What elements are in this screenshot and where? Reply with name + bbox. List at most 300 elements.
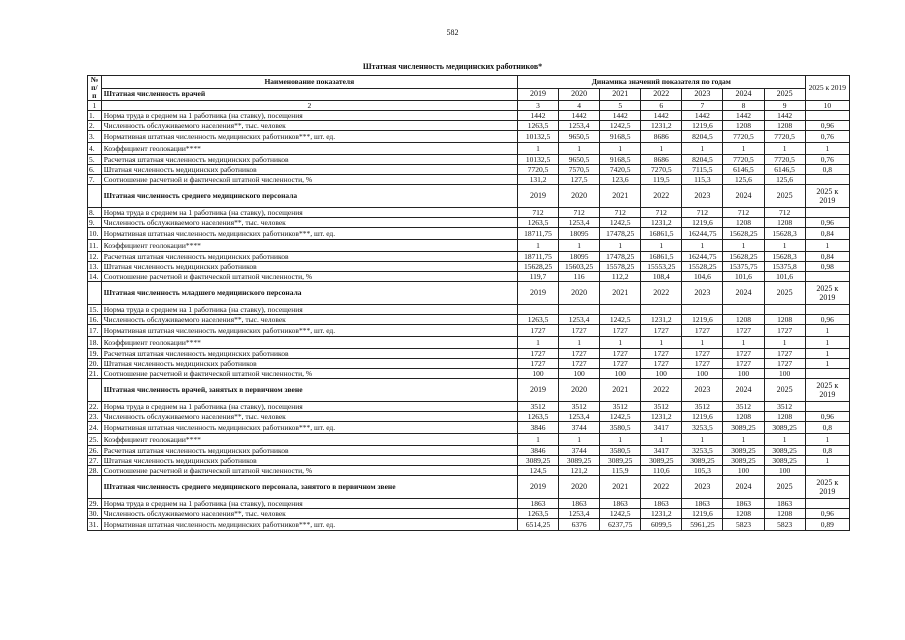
value-cell: 0,76 [805,131,849,143]
row-number-blank [88,379,102,402]
column-number: 10 [805,101,849,111]
ratio-header: 2025 к 2019 [805,282,849,305]
value-cell: 1 [805,143,849,155]
value-cell: 5823 [764,519,805,531]
row-number: 10. [88,228,102,240]
value-cell: 1442 [723,111,764,121]
value-cell: 10132,5 [517,131,558,143]
row-number-blank [88,476,102,499]
value-cell: 1863 [517,499,558,509]
year-header: 2025 [764,476,805,499]
value-cell [559,305,600,315]
row-number: 8. [88,208,102,218]
value-cell: 8204,5 [682,131,723,143]
indicator-name: Штатная численность медицинских работников [101,456,517,466]
value-cell: 3253,5 [682,446,723,456]
indicator-name: Нормативная штатная численность медицинских работников***, шт. ед. [101,228,517,240]
table-row [88,369,850,379]
value-cell: 3512 [600,402,641,412]
value-cell: 15628,25 [723,228,764,240]
header-row [88,76,850,89]
value-cell: 1727 [682,325,723,337]
indicator-name: Соотношение расчетной и фактической штатной численности, % [101,369,517,379]
value-cell: 100 [682,369,723,379]
value-cell: 115,9 [600,466,641,476]
table-row [88,165,850,175]
value-cell [600,305,641,315]
value-cell: 0,76 [805,155,849,165]
value-cell: 9650,5 [559,155,600,165]
table-row [88,131,850,143]
row-number: 29. [88,499,102,509]
ratio-header: 2025 к 2019 [805,476,849,499]
value-cell: 8686 [641,131,682,143]
indicator-name: Норма труда в среднем на 1 работника (на ставку), посещения [101,208,517,218]
value-cell: 1 [517,240,558,252]
value-cell: 3580,5 [600,422,641,434]
value-cell: 1219,6 [682,121,723,131]
year-header: 2022 [641,88,682,101]
value-cell: 18095 [559,228,600,240]
value-cell: 1 [805,456,849,466]
value-cell: 0,8 [805,165,849,175]
value-cell: 3253,5 [682,422,723,434]
row-number-blank [88,282,102,305]
section-title: Штатная численность среднего медицинского персонала [101,185,517,208]
row-number: 15. [88,305,102,315]
value-cell: 104,6 [682,272,723,282]
value-cell: 1442 [764,111,805,121]
value-cell: 15628,3 [764,252,805,262]
year-header: 2025 [764,282,805,305]
row-number: 14. [88,272,102,282]
indicator-name: Нормативная штатная численность медицинских работников***, шт. ед. [101,519,517,531]
indicator-name: Норма труда в среднем на 1 работника (на ставку), посещения [101,499,517,509]
value-cell: 1 [600,337,641,349]
value-cell: 3089,25 [723,422,764,434]
value-cell: 1 [805,359,849,369]
table-row [88,499,850,509]
indicator-name: Норма труда в среднем на 1 работника (на ставку), посещения [101,305,517,315]
table-row [88,218,850,228]
column-number: 3 [517,101,558,111]
table-row [88,240,850,252]
indicator-name: Численность обслуживаемого населения**, тыс. человек [101,315,517,325]
value-cell: 1 [641,143,682,155]
value-cell: 1863 [764,499,805,509]
row-number: 4. [88,143,102,155]
year-header: 2021 [600,476,641,499]
value-cell: 1263,5 [517,218,558,228]
value-cell: 1253,4 [559,509,600,519]
year-header: 2023 [682,476,723,499]
value-cell: 1242,5 [600,315,641,325]
value-cell: 125,6 [723,175,764,185]
value-cell: 1208 [723,412,764,422]
value-cell: 1263,5 [517,509,558,519]
indicator-name: Расчетная штатная численность медицинских работников [101,155,517,165]
row-number: 20. [88,359,102,369]
value-cell: 1 [600,434,641,446]
column-number: 9 [764,101,805,111]
value-cell: 9168,5 [600,155,641,165]
value-cell [805,305,849,315]
value-cell: 1442 [517,111,558,121]
row-number: 3. [88,131,102,143]
column-number: 2 [101,101,517,111]
value-cell: 5961,25 [682,519,723,531]
staffing-table [87,75,850,531]
value-cell: 1242,5 [600,218,641,228]
value-cell: 1 [682,337,723,349]
value-cell: 100 [517,369,558,379]
value-cell: 9168,5 [600,131,641,143]
table-row [88,456,850,466]
value-cell: 1 [805,434,849,446]
value-cell: 3846 [517,446,558,456]
row-number: 18. [88,337,102,349]
value-cell: 1 [559,337,600,349]
header-name: Наименование показателя [101,76,517,89]
value-cell: 17478,25 [600,228,641,240]
year-header: 2021 [600,88,641,101]
value-cell: 16244,75 [682,252,723,262]
value-cell: 1 [723,240,764,252]
value-cell: 1 [805,337,849,349]
year-header: 2023 [682,185,723,208]
section-header-row [88,379,850,402]
value-cell: 3089,25 [764,446,805,456]
year-header: 2024 [723,185,764,208]
indicator-name: Соотношение расчетной и фактической штатной численности, % [101,272,517,282]
value-cell: 1727 [559,349,600,359]
table-row [88,155,850,165]
value-cell: 3089,25 [517,456,558,466]
year-header: 2023 [682,282,723,305]
table-row [88,262,850,272]
value-cell: 6237,75 [600,519,641,531]
value-cell [723,305,764,315]
value-cell: 1727 [600,359,641,369]
row-number: 6. [88,165,102,175]
value-cell: 116 [559,272,600,282]
year-header: 2020 [559,476,600,499]
value-cell: 3512 [723,402,764,412]
indicator-name: Норма труда в среднем на 1 работника (на ставку), посещения [101,111,517,121]
value-cell: 712 [600,208,641,218]
value-cell: 10132,5 [517,155,558,165]
year-header: 2023 [682,88,723,101]
value-cell: 123,6 [600,175,641,185]
value-cell: 100 [600,369,641,379]
row-number: 5. [88,155,102,165]
value-cell: 1208 [764,121,805,131]
value-cell: 3089,25 [600,456,641,466]
value-cell: 3089,25 [641,456,682,466]
year-header: 2020 [559,185,600,208]
value-cell: 1442 [559,111,600,121]
value-cell: 1863 [600,499,641,509]
value-cell: 1727 [559,359,600,369]
value-cell: 1208 [723,121,764,131]
year-header: 2025 [764,185,805,208]
value-cell: 3512 [517,402,558,412]
indicator-name: Численность обслуживаемого населения**, тыс. человек [101,412,517,422]
ratio-header: 2025 к 2019 [805,379,849,402]
value-cell: 0,96 [805,315,849,325]
value-cell: 1 [764,337,805,349]
value-cell: 1 [805,349,849,359]
value-cell: 1208 [764,218,805,228]
value-cell: 1727 [682,349,723,359]
section-header-row [88,185,850,208]
year-header: 2019 [517,379,558,402]
header-dynamics: Динамика значений показателя по годам [517,76,805,89]
value-cell: 1 [764,240,805,252]
row-number: 26. [88,446,102,456]
row-number: 9. [88,218,102,228]
value-cell: 119,5 [641,175,682,185]
value-cell: 1 [517,143,558,155]
value-cell: 1 [641,434,682,446]
value-cell: 1727 [723,325,764,337]
value-cell: 1219,6 [682,315,723,325]
value-cell: 1 [764,143,805,155]
value-cell [641,305,682,315]
row-number: 11. [88,240,102,252]
year-header: 2022 [641,379,682,402]
value-cell: 1 [805,325,849,337]
year-header: 2019 [517,282,558,305]
value-cell: 1727 [600,325,641,337]
year-header: 2023 [682,379,723,402]
value-cell: 1727 [641,349,682,359]
value-cell: 18095 [559,252,600,262]
year-header: 2021 [600,282,641,305]
row-number: 22. [88,402,102,412]
value-cell: 7115,5 [682,165,723,175]
column-number: 6 [641,101,682,111]
value-cell: 100 [723,369,764,379]
value-cell: 1253,4 [559,412,600,422]
value-cell: 1 [723,434,764,446]
value-cell: 1263,5 [517,315,558,325]
header-ratio: 2025 к 2019 [805,76,849,101]
row-number-blank [88,185,102,208]
value-cell: 1 [805,240,849,252]
year-header: 2020 [559,282,600,305]
column-number-row [88,101,850,111]
value-cell: 3846 [517,422,558,434]
table-row [88,337,850,349]
value-cell: 6146,5 [764,165,805,175]
table-row [88,175,850,185]
value-cell: 1253,4 [559,121,600,131]
table-row [88,359,850,369]
value-cell: 3512 [559,402,600,412]
row-number: 19. [88,349,102,359]
value-cell: 3744 [559,446,600,456]
value-cell: 1 [559,434,600,446]
year-header: 2022 [641,282,682,305]
row-number: 23. [88,412,102,422]
value-cell: 15553,25 [641,262,682,272]
value-cell: 0,96 [805,412,849,422]
year-header: 2019 [517,88,558,101]
value-cell: 124,5 [517,466,558,476]
table-row [88,434,850,446]
value-cell: 712 [641,208,682,218]
value-cell: 15578,25 [600,262,641,272]
value-cell: 16861,5 [641,252,682,262]
value-cell: 1727 [764,325,805,337]
indicator-name: Штатная численность медицинских работников [101,262,517,272]
indicator-name: Коэффициент геолокации**** [101,240,517,252]
value-cell [805,111,849,121]
value-cell: 1727 [559,325,600,337]
value-cell: 100 [559,369,600,379]
value-cell: 3512 [682,402,723,412]
year-header: 2021 [600,185,641,208]
indicator-name: Штатная численность медицинских работников [101,359,517,369]
value-cell: 1442 [682,111,723,121]
value-cell: 712 [723,208,764,218]
value-cell: 3089,25 [682,456,723,466]
table-row [88,349,850,359]
value-cell: 6514,25 [517,519,558,531]
value-cell: 1 [641,337,682,349]
value-cell: 108,4 [641,272,682,282]
value-cell: 100 [641,369,682,379]
value-cell: 712 [559,208,600,218]
value-cell: 0,8 [805,422,849,434]
value-cell: 1208 [723,218,764,228]
value-cell: 0,96 [805,121,849,131]
year-header: 2025 [764,88,805,101]
column-number: 8 [723,101,764,111]
table-body [88,76,850,531]
table-row [88,272,850,282]
table-title: Штатная численность медицинских работников* [362,62,543,71]
value-cell: 3089,25 [559,456,600,466]
value-cell: 101,6 [723,272,764,282]
value-cell: 1442 [600,111,641,121]
value-cell: 1219,6 [682,218,723,228]
value-cell: 1 [517,434,558,446]
table-row [88,519,850,531]
indicator-name: Нормативная штатная численность медицинских работников***, шт. ед. [101,131,517,143]
value-cell: 1727 [517,325,558,337]
indicator-name: Соотношение расчетной и фактической штатной численности, % [101,466,517,476]
value-cell: 1727 [764,359,805,369]
value-cell: 1208 [764,509,805,519]
table-row [88,111,850,121]
row-number: 1. [88,111,102,121]
value-cell: 1727 [764,349,805,359]
value-cell [805,208,849,218]
value-cell: 1242,5 [600,121,641,131]
value-cell: 15375,75 [723,262,764,272]
value-cell: 115,3 [682,175,723,185]
value-cell: 7720,5 [723,155,764,165]
value-cell: 1253,4 [559,315,600,325]
value-cell: 0,84 [805,228,849,240]
value-cell: 15628,25 [517,262,558,272]
value-cell: 1 [764,434,805,446]
section-title: Штатная численность среднего медицинского персонала, занятого в первичном звене [101,476,517,499]
value-cell: 3512 [764,402,805,412]
value-cell [805,402,849,412]
value-cell: 1863 [682,499,723,509]
value-cell: 1863 [641,499,682,509]
value-cell: 1727 [517,349,558,359]
value-cell: 16861,5 [641,228,682,240]
value-cell [805,369,849,379]
column-number: 7 [682,101,723,111]
value-cell: 0,96 [805,509,849,519]
table-row [88,305,850,315]
value-cell [682,305,723,315]
row-number: 17. [88,325,102,337]
section-header-row [88,282,850,305]
value-cell: 3089,25 [764,456,805,466]
value-cell: 1442 [641,111,682,121]
table-row [88,121,850,131]
indicator-name: Коэффициент геолокации**** [101,337,517,349]
indicator-name: Численность обслуживаемого населения**, тыс. человек [101,121,517,131]
indicator-name: Нормативная штатная численность медицинских работников***, шт. ед. [101,422,517,434]
value-cell [805,175,849,185]
value-cell: 0,89 [805,519,849,531]
column-number: 1 [88,101,102,111]
value-cell: 3089,25 [764,422,805,434]
value-cell: 131,2 [517,175,558,185]
value-cell: 712 [682,208,723,218]
year-header: 2024 [723,379,764,402]
value-cell: 1208 [764,315,805,325]
year-header: 2024 [723,88,764,101]
value-cell: 7720,5 [764,131,805,143]
value-cell: 8686 [641,155,682,165]
year-header: 2019 [517,185,558,208]
section-title: Штатная численность врачей, занятых в первичном звене [101,379,517,402]
row-number: 24. [88,422,102,434]
year-header: 2020 [559,88,600,101]
value-cell: 7720,5 [723,131,764,143]
indicator-name: Соотношение расчетной и фактической штатной численности, % [101,175,517,185]
value-cell: 1263,5 [517,121,558,131]
value-cell: 112,2 [600,272,641,282]
value-cell: 3512 [641,402,682,412]
value-cell: 1263,5 [517,412,558,422]
value-cell: 3089,25 [723,446,764,456]
table-row [88,228,850,240]
value-cell: 1727 [600,349,641,359]
indicator-name: Расчетная штатная численность медицинских работников [101,252,517,262]
column-number: 4 [559,101,600,111]
year-header: 2024 [723,282,764,305]
value-cell: 3417 [641,446,682,456]
value-cell: 1 [723,143,764,155]
table-row [88,422,850,434]
value-cell: 125,6 [764,175,805,185]
value-cell: 3089,25 [723,456,764,466]
table-row [88,509,850,519]
row-number: 16. [88,315,102,325]
value-cell [805,272,849,282]
value-cell [517,305,558,315]
value-cell: 121,2 [559,466,600,476]
